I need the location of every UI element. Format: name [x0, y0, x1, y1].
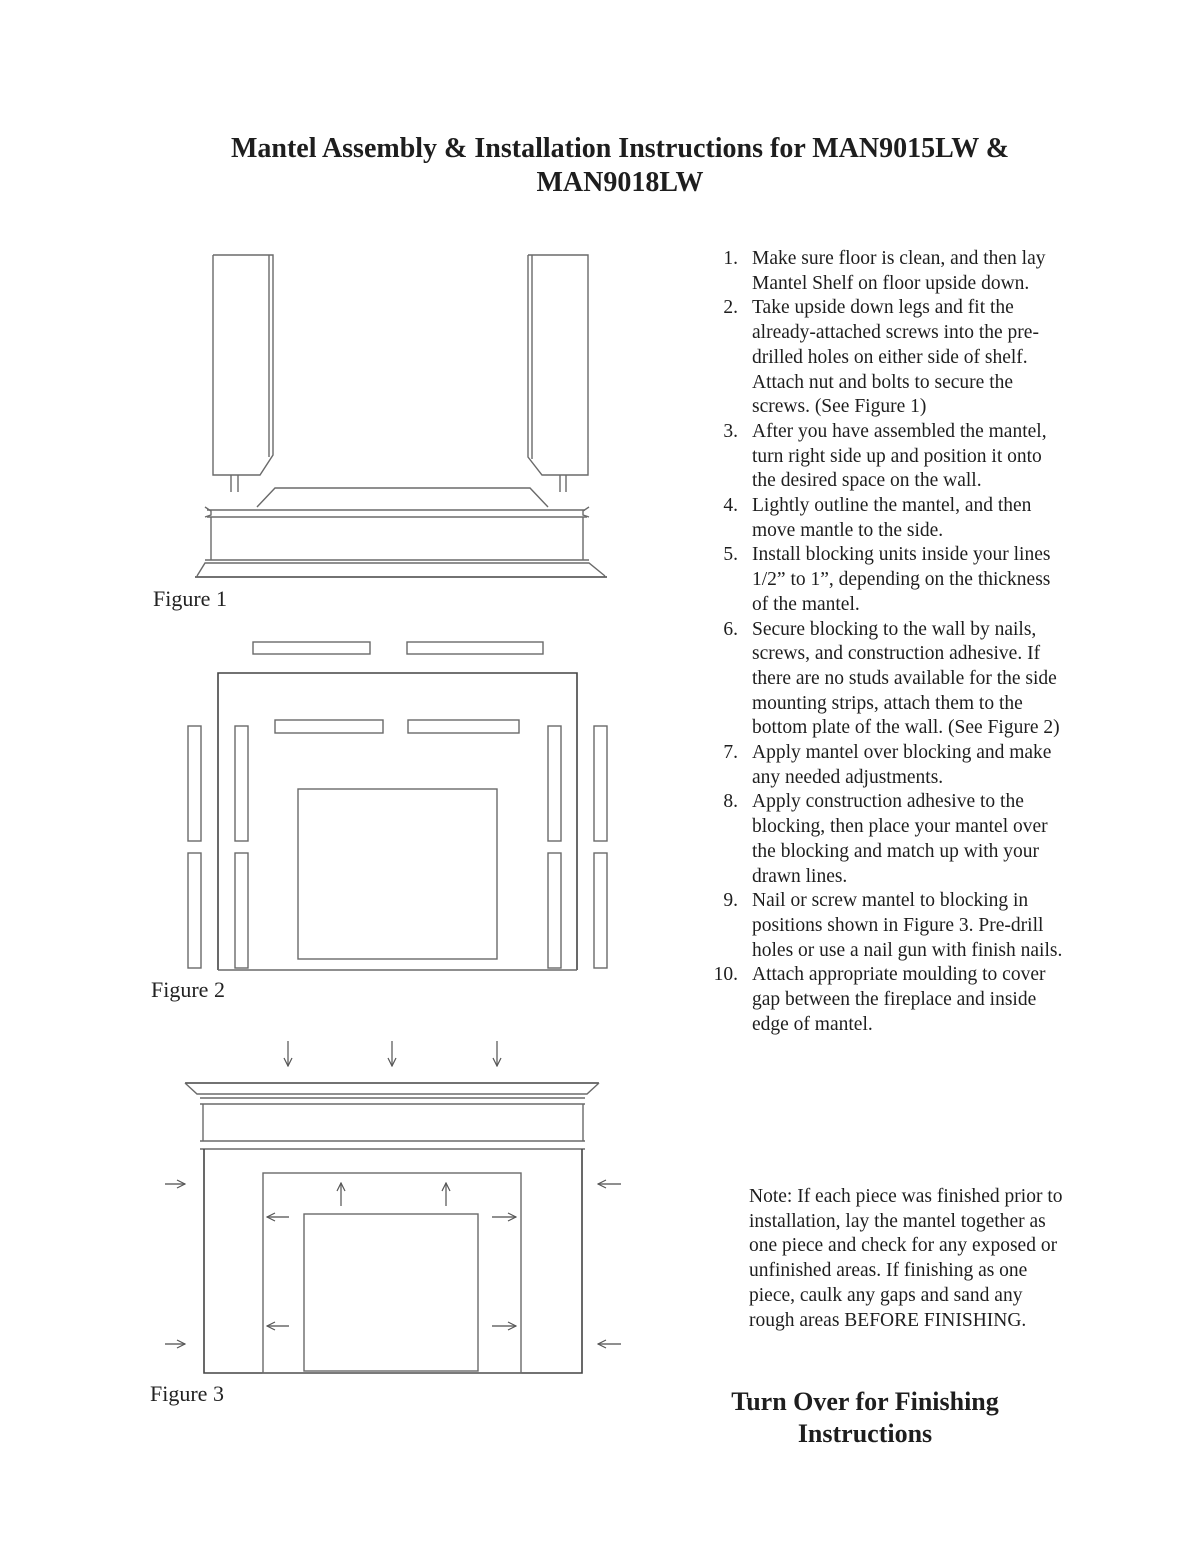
assembled-shelf — [185, 1083, 599, 1149]
strip-left-inner-top — [235, 726, 248, 841]
step-text: Install blocking units inside your lines 1/2” to 1”, depending on the thickness of the mantel. — [752, 544, 1051, 615]
step-item — [710, 296, 1070, 420]
step-number: 3. — [723, 420, 738, 442]
step-number: 4. — [723, 495, 738, 517]
step-text: Make sure floor is clean, and then lay Mantel Shelf on floor upside down. — [752, 248, 1046, 294]
step-text: Secure blocking to the wall by nails, screws, and construction adhesive. If there are no studs available for the side mounting strips, attach them to the bottom plate of the wall. (See Figure 2) — [752, 618, 1060, 739]
strip-left-outer-bottom — [188, 853, 201, 968]
figure-1-label: Figure 1 — [153, 586, 227, 611]
blocking-top-outer-right — [407, 642, 543, 654]
surround-inner-panel — [263, 1173, 521, 1373]
step-item — [710, 543, 1070, 617]
step-item — [710, 741, 1070, 790]
firebox-frame — [304, 1214, 478, 1371]
instruction-steps — [710, 247, 1070, 1038]
step-text: Take upside down legs and fit the already-attached screws into the pre-drilled holes on either side of shelf. Attach nut and bolts to secure the screws. (See Figure 1) — [752, 297, 1039, 418]
step-number: 5. — [723, 544, 738, 566]
step-text: After you have assembled the mantel, turn right side up and position it onto the desired space on the wall. — [752, 420, 1047, 492]
step-item — [710, 247, 1070, 296]
step-item — [710, 963, 1070, 1037]
step-item — [710, 618, 1070, 742]
step-text: Apply construction adhesive to the blocking, then place your mantel over the blocking and match up with your drawn lines. — [752, 791, 1048, 887]
strip-left-outer-top — [188, 726, 201, 841]
step-item — [710, 494, 1070, 543]
figure-3-label: Figure 3 — [150, 1381, 224, 1406]
finishing-note: Note: If each piece was finished prior to installation, lay the mantel together as one piece and check for any exposed or unfinished areas. If finishing as one piece, caulk any gaps and sand any rough areas BEFORE FINISHING. — [749, 1186, 1063, 1331]
step-text: Attach appropriate moulding to cover gap between the fireplace and inside edge of mantel. — [752, 964, 1046, 1035]
step-text: Nail or screw mantel to blocking in positions shown in Figure 3. Pre-drill holes or use a nail gun with finish nails. — [752, 890, 1063, 961]
step-item — [710, 889, 1070, 963]
step-number: 8. — [723, 791, 738, 813]
turn-over-heading: Turn Over for Finishing Instructions — [731, 1387, 999, 1448]
left-leg — [213, 255, 273, 492]
blocking-top-outer-left — [253, 642, 370, 654]
mantel-surround — [204, 1149, 582, 1373]
strip-right-outer-bottom — [594, 853, 607, 968]
strip-right-inner-bottom — [548, 853, 561, 968]
firebox-opening — [298, 789, 497, 959]
step-number: 10. — [713, 964, 738, 986]
blocking-top-inner-left — [275, 720, 383, 733]
step-number: 1. — [723, 248, 738, 269]
step-number: 6. — [723, 618, 738, 640]
step-item — [710, 420, 1070, 494]
figure-2-drawing — [180, 636, 620, 976]
strip-right-outer-top — [594, 726, 607, 841]
strip-left-inner-bottom — [235, 853, 248, 968]
strip-right-inner-top — [548, 726, 561, 841]
mantel-shelf — [195, 488, 607, 577]
step-number: 9. — [723, 890, 738, 912]
step-text: Lightly outline the mantel, and then move mantle to the side. — [752, 495, 1032, 541]
step-item — [710, 790, 1070, 889]
step-number: 2. — [723, 297, 738, 319]
blocking-top-inner-right — [408, 720, 519, 733]
step-number: 7. — [723, 742, 738, 764]
right-leg — [528, 255, 588, 492]
mantel-outline — [218, 673, 577, 970]
step-text: Apply mantel over blocking and make any needed adjustments. — [752, 742, 1052, 788]
figure-3-drawing — [155, 1036, 625, 1386]
figure-1-drawing — [185, 245, 625, 585]
figure-2-label: Figure 2 — [151, 977, 225, 1002]
page-title: Mantel Assembly & Installation Instructions for MAN9015LW & MAN9018LW — [230, 133, 1010, 198]
